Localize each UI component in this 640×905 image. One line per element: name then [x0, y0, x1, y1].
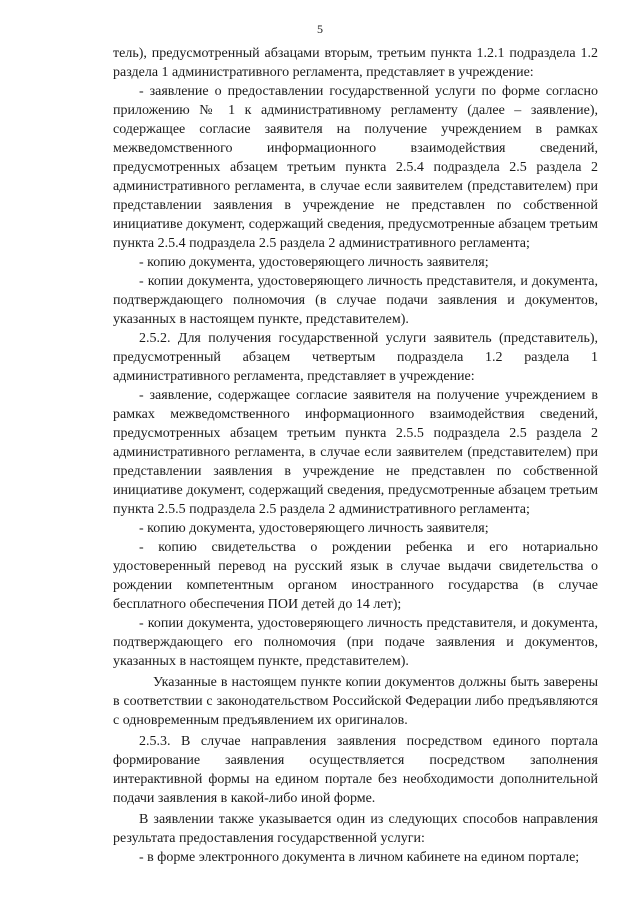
- paragraph-list-item: - заявление о предоставлении государственной услуги по форме согласно приложению № 1 к административному регламенту (далее – заявление), содержащее согласие заявителя на получение учреждением в рамках межведомственного информационного взаимодействия сведений, предусмотренных абзацем третьим пункта 2.5.4 подраздела 2.5 раздела 2 административного регламента, в случае если заявителем (представителем) при представлении заявления в учреждение не представлен по собственной инициативе документ, содержащий сведения, предусмотренные абзацем третьим пункта 2.5.4 подраздела 2.5 раздела 2 административного регламента;: [113, 84, 598, 251]
- paragraph-list-item: - копию свидетельства о рождении ребенка и его нотариально удостоверенный перевод на русский язык в случае выдачи свидетельства о рождении компетентным органом иностранного государства (в случае бесплатного обеспечения ПОИ детей до 14 лет);: [113, 540, 598, 612]
- paragraph-list-item: - копии документа, удостоверяющего личность представителя, и документа, подтверждающего его полномочия (при подаче заявления и документов, указанных в настоящем пункте, представителем).: [113, 616, 598, 669]
- page-number: 5: [317, 22, 323, 36]
- paragraph-list-item: - в форме электронного документа в личном кабинете на едином портале;: [139, 850, 580, 865]
- paragraph-list-item: - копию документа, удостоверяющего личность заявителя;: [139, 521, 489, 536]
- paragraph-method-intro: В заявлении также указывается один из следующих способов направления результата предоставления государственной услуги:: [113, 812, 598, 846]
- paragraph-list-item: - копию документа, удостоверяющего личность заявителя;: [139, 255, 489, 270]
- paragraph-list-item: - заявление, содержащее согласие заявителя на получение учреждением в рамках межведомственного информационного взаимодействия сведений, предусмотренных абзацем третьим пункта 2.5.5 подраздела 2.5 раздела 2 административного регламента, в случае если заявителем (представителем) при представлении заявления в учреждение не представлен по собственной инициативе документ, содержащий сведения, предусмотренные абзацем третьим пункта 2.5.5 подраздела 2.5 раздела 2 административного регламента;: [113, 388, 598, 517]
- paragraph-continuation: тель), предусмотренный абзацами вторым, третьим пункта 1.2.1 подраздела 1.2 раздела 1 административного регламента, представляет в учреждение:: [113, 46, 598, 80]
- paragraph-clause-2-5-2: 2.5.2. Для получения государственной услуги заявитель (представитель), предусмотренный абзацем четвертым подраздела 1.2 раздела 1 административного регламента, представляет в учреждение:: [113, 331, 598, 384]
- paragraph-clause-2-5-3: 2.5.3. В случае направления заявления посредством единого портала формирование заявления осуществляется посредством заполнения интерактивной формы на едином портале без необходимости дополнительной подачи заявления в какой-либо иной форме.: [113, 734, 598, 806]
- document-body: [113, 44, 598, 867]
- paragraph-list-item: - копии документа, удостоверяющего личность представителя, и документа, подтверждающего полномочия (в случае подачи заявления и документов, указанных в настоящем пункте, представителем).: [113, 274, 598, 327]
- paragraph-note: Указанные в настоящем пункте копии документов должны быть заверены в соответствии с законодательством Российской Федерации либо предъявляются с одновременным предъявлением их оригиналов.: [113, 675, 598, 728]
